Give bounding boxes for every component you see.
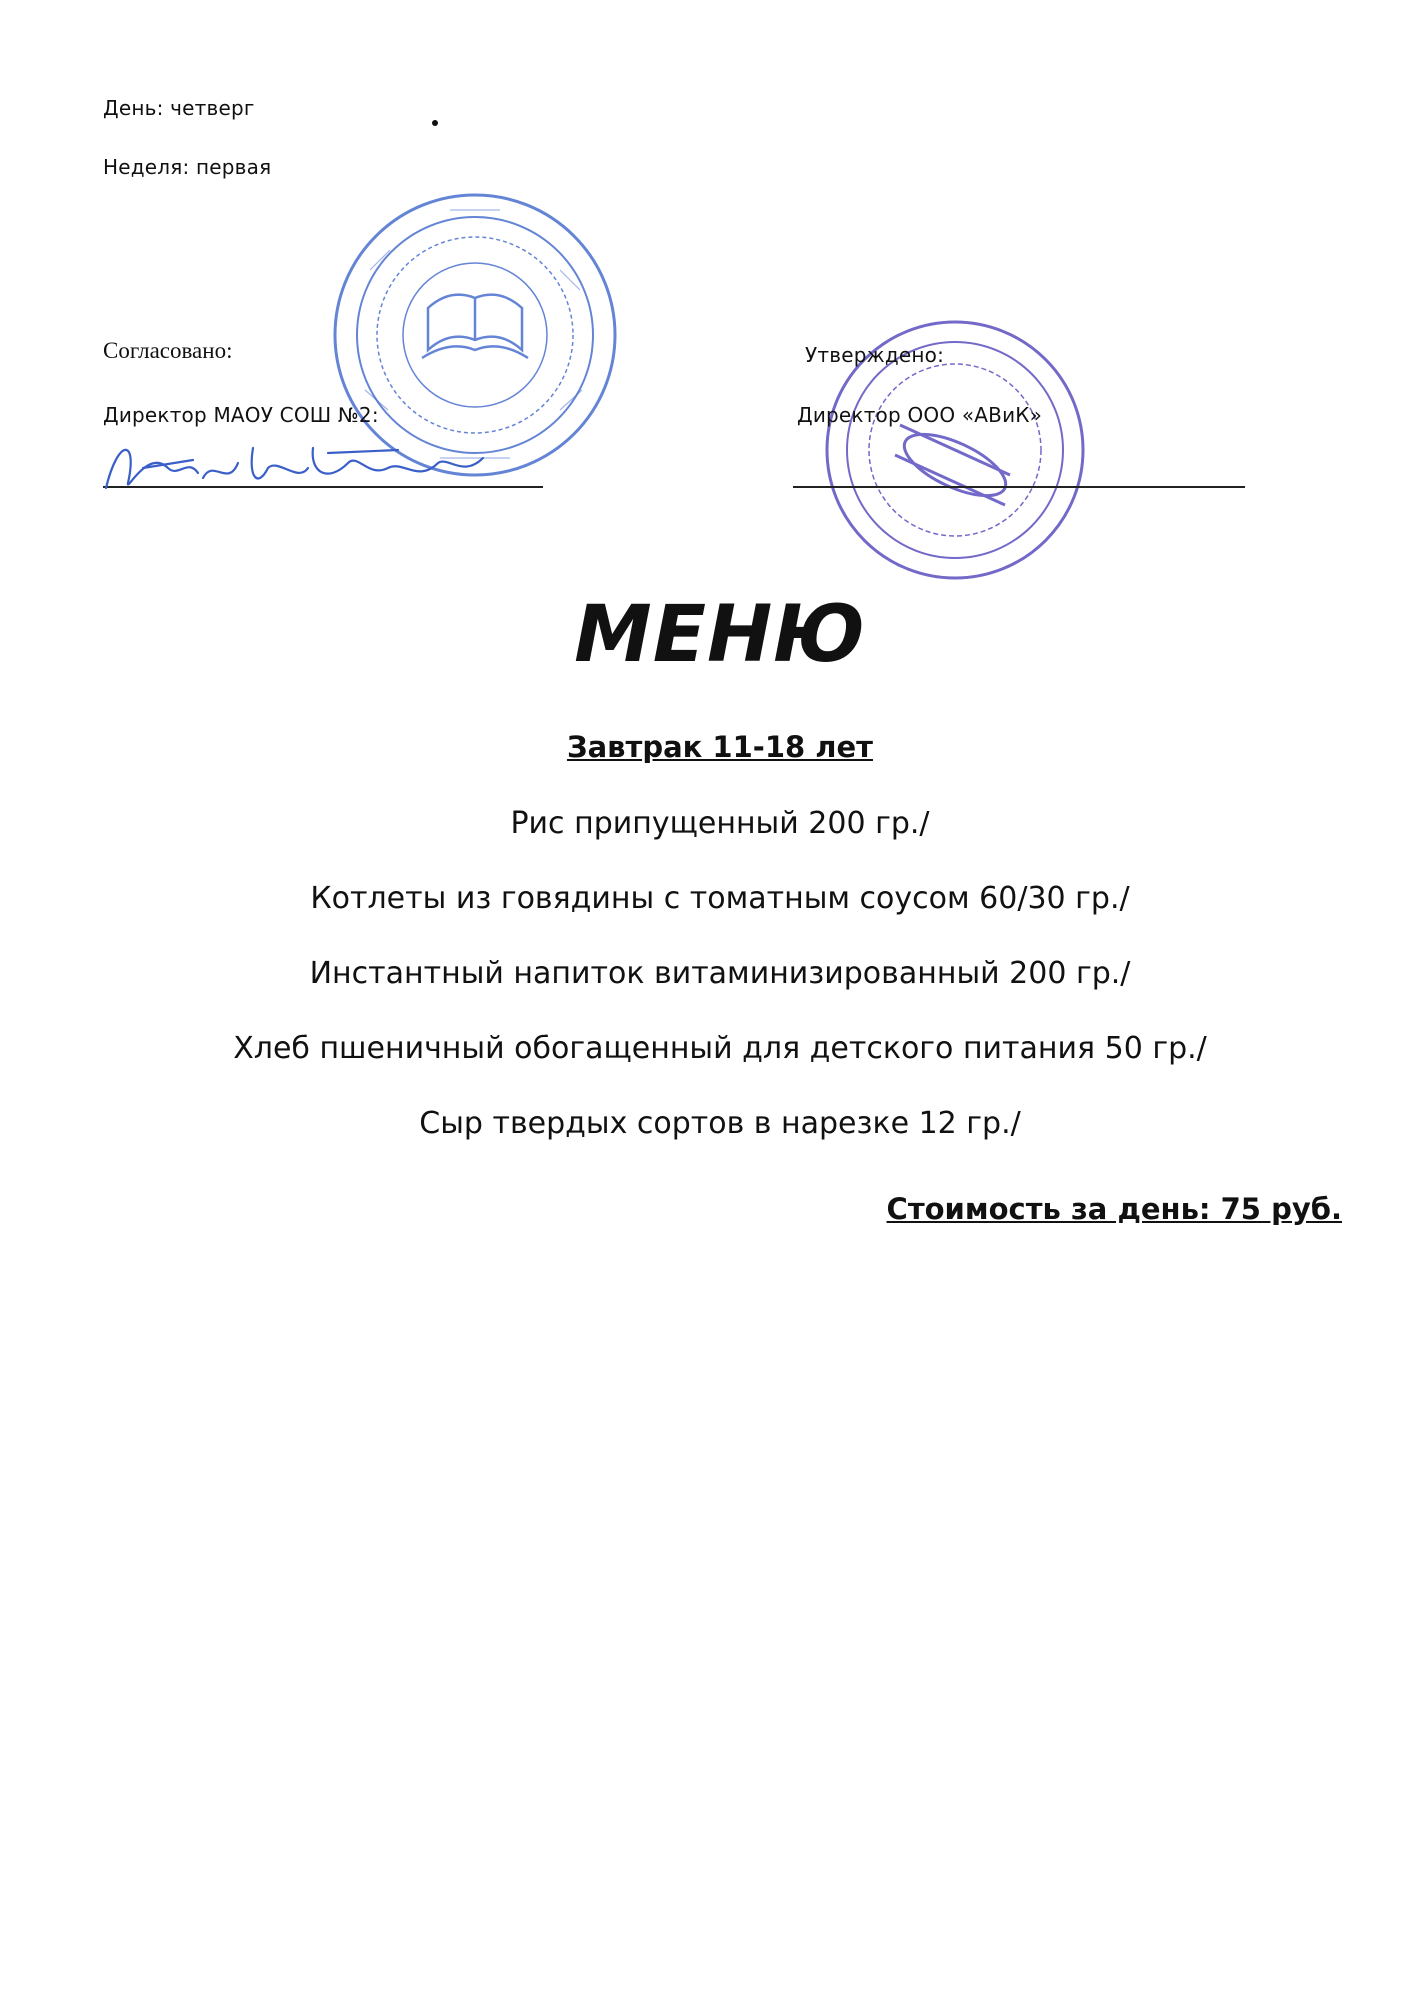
agreed-label: Согласовано: [103, 338, 233, 363]
menu-item: Рис припущенный 200 гр./ [510, 806, 930, 841]
book-icon [422, 295, 528, 358]
approved-signature-line [793, 486, 1245, 488]
week-label: Неделя: первая [103, 155, 272, 179]
day-label: День: четверг [103, 96, 255, 120]
stamp-emblem [895, 422, 1014, 508]
page-title: МЕНЮ [574, 590, 866, 680]
menu-item: Сыр твердых сортов в нарезке 12 гр./ [419, 1106, 1021, 1141]
menu-item: Хлеб пшеничный обогащенный для детского питания 50 гр./ [233, 1031, 1207, 1066]
ink-dot [432, 120, 438, 126]
menu-item: Котлеты из говядины с томатным соусом 60/30 гр./ [310, 881, 1130, 916]
agreed-position: Директор МАОУ СОШ №2: [103, 403, 379, 427]
daily-cost: Стоимость за день: 75 руб. [886, 1192, 1342, 1226]
menu-item: Инстантный напиток витаминизированный 200 гр./ [309, 956, 1131, 991]
handwritten-signature [98, 428, 498, 508]
approved-label: Утверждено: [805, 343, 945, 367]
approved-position: Директор ООО «АВиК» [797, 403, 1043, 427]
meal-heading: Завтрак 11-18 лет [566, 730, 873, 764]
